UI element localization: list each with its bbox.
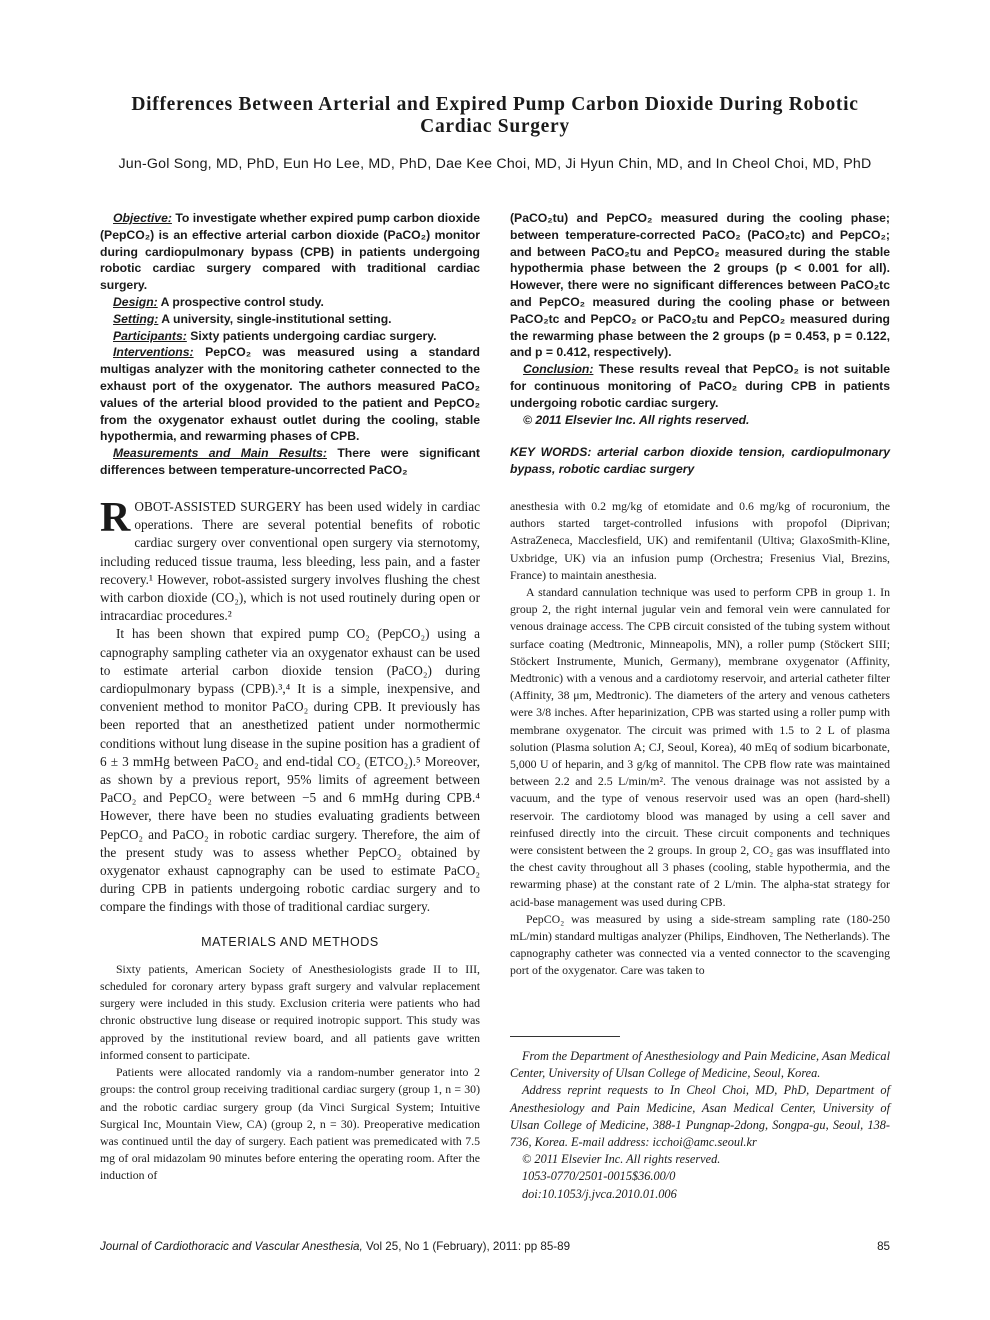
interventions-label: Interventions: bbox=[113, 345, 194, 360]
article-title: Differences Between Arterial and Expired Pump Carbon Dioxide During Robotic Cardiac Surgery bbox=[131, 94, 859, 137]
conclusion-text: These results reveal that PepCO₂ is not suitable for continuous monitoring of PaCO₂ during CPB in patients undergoing robotic cardiac surgery. bbox=[510, 362, 890, 410]
abstract-right-column bbox=[510, 210, 890, 428]
section-heading-methods: MATERIALS AND METHODS bbox=[201, 934, 379, 949]
conclusion-label: Conclusion: bbox=[523, 362, 594, 377]
intro-paragraph-2: It has been shown that expired pump CO₂ (PepCO₂) using a capnography sampling catheter via an oxygenator exhaust can be used to estimate arterial carbon dioxide tension (PaCO₂) during cardiopulmonary bypass (CPB).³,⁴ It is a simple, inexpensive, and convenient method to monitor PaCO₂ during CPB. It previously has been reported that an anesthetized patient under normothermic conditions without lung disease in the supine position has a gradient of 6 ± 3 mmHg between PaCO₂ and end-tidal CO₂ (ETCO₂).⁵ Moreover, as shown by a previous report, 95% limits of agreement between PaCO₂ and PepCO₂ were between −5 and 6 mmHg during CPB.⁴ However, there have been no studies evaluating gradients between PepCO₂ and PaCO₂ in robotic cardiac surgery. Therefore, the aim of the present study was to assess whether PepCO₂ obtained by oxygenator exhaust capnography can be used to estimate PaCO₂ during CPB in patients undergoing robotic cardiac surgery and to compare the findings with those of traditional cardiac surgery. bbox=[100, 626, 480, 915]
abstract-results bbox=[100, 445, 480, 479]
intro-paragraph-1 bbox=[100, 495, 480, 625]
body-right-column bbox=[510, 498, 890, 980]
abstract-setting bbox=[100, 311, 480, 328]
footnote-issn: 1053-0770/2501-0015$36.00/0 bbox=[522, 1169, 676, 1184]
body-left-column bbox=[100, 495, 480, 1185]
abstract-objective bbox=[100, 210, 480, 294]
methods-paragraph-3: anesthesia with 0.2 mg/kg of etomidate and 0.6 mg/kg of rocuronium, the authors started target-controlled infusions with propofol (Diprivan; AstraZeneca, Macclesfield, UK) and remifentanil (Ultiva; GlaxoSmith-Kline, Uxbridge, UK) via an infusion pump (Orchestra; Fresenius Vial, Brezins, France) to maintain anesthesia. bbox=[510, 499, 890, 582]
abstract-results-continued: (PaCO₂tu) and PepCO₂ measured during the cooling phase; between temperature-corrected PaCO₂ (PaCO₂tc) and PepCO₂; and between PaCO₂tu and PepCO₂ measured during the stable hypothermia phase between the 2 groups (p < 0.001 for all). However, there were no significant differences between PaCO₂tc and PepCO₂ measured during the cooling phase or between PaCO₂tc and PepCO₂ or PaCO₂tu and PepCO₂ measured during the rewarming phase between the 2 groups (p = 0.453, p = 0.122, and p = 0.412, respectively). bbox=[510, 211, 890, 360]
interventions-text: PepCO₂ was measured using a standard multigas analyzer with the monitoring catheter connected to the exhaust port of the oxygenator. The authors measured PaCO₂ values of the arterial blood provided to the patient and PepCO₂ from the oxygenator exhaust outlet during the cooling, stable hypothermia, and rewarming phases of CPB. bbox=[100, 345, 480, 444]
page-number: 85 bbox=[877, 1240, 890, 1253]
abstract-participants bbox=[100, 328, 480, 345]
methods-paragraph-4: A standard cannulation technique was used to perform CPB in group 1. In group 2, the right internal jugular vein and femoral vein were cannulated for venous drainage access. The CPB circuit consisted of the tubing system without surface coating (Medtronic, Minneapolis, MN), a roller pump (Stöckert SIII; Stöckert Instrumente, Munich, Germany), membrane oxygenator (Affinity, Medtronic) with a venous and a cardiotomy reservoir, and arterial catheter filter (Affinity, 38 μm, Medtronic). The diameters of the artery and venous catheters were 3/8 inches. After heparinization, CPB was started using a roller pump with membrane oxygenator. The circuit was primed with 1.5 to 2 L of plasma solution (Plasma solution A; CJ, Seoul, Korea), 40 mEq of sodium bicarbonate, 5,000 U of heparin, and 3 g/kg of mannitol. The CPB flow rate was maintained between 2.2 and 2.5 L/min/m². The venous drainage was not assisted by a vacuum, and the type of venous reservoir used was an open (hard-shell) reservoir. The cardiotomy blood was managed by using a cell saver and reinfused directly into the circuit. These circuit components and techniques were consistent between the 2 groups. In group 2, CO₂ gas was insufflated into the chest cavity throughout all 3 phases (cooling, stable hypothermia, and the rewarming phase) at the constant rate of 2 L/min. The alpha-stat strategy for acid-base management was used during CPB. bbox=[510, 585, 890, 909]
journal-name: Journal of Cardiothoracic and Vascular Anesthesia, bbox=[100, 1240, 363, 1253]
abstract-design bbox=[100, 294, 480, 311]
results-label: Measurements and Main Results: bbox=[113, 446, 327, 461]
participants-text: Sixty patients undergoing cardiac surgery. bbox=[190, 328, 437, 343]
objective-label: Objective: bbox=[113, 211, 172, 225]
abstract-copyright: © 2011 Elsevier Inc. All rights reserved. bbox=[523, 412, 750, 427]
design-label: Design: bbox=[113, 294, 158, 309]
footnote-reprint bbox=[510, 1082, 890, 1151]
footnote-copyright: © 2011 Elsevier Inc. All rights reserved. bbox=[522, 1152, 721, 1167]
abstract-interventions bbox=[100, 344, 480, 445]
footer-journal-citation bbox=[100, 1240, 570, 1253]
intro-paragraph-1-text: OBOT-ASSISTED SURGERY has been used widely in cardiac operations. There are several potential benefits of robotic cardiac surgery over conventional open surgery via sternotomy, including reduced tissue trauma, less bleeding, less pain, and a faster recovery.¹ However, robot-assisted surgery involves flushing the chest with carbon dioxide (CO₂), which is not used routinely during open or intracardiac procedures.² bbox=[100, 499, 480, 624]
author-list: Jun-Gol Song, MD, PhD, Eun Ho Lee, MD, PhD, Dae Kee Choi, MD, Ji Hyun Chin, MD, and In Cheol Choi, MD, PhD bbox=[118, 156, 872, 172]
results-text-part1: There were significant differences between temperature-uncorrected PaCO₂ bbox=[100, 446, 480, 477]
setting-text: A university, single-institutional setting. bbox=[161, 311, 392, 326]
reprint-text: Address reprint requests to In Cheol Choi, MD, PhD, Department of Anesthesiology and Pain Medicine, Asan Medical Center, University of Ulsan College of Medicine, 388-1 Pungnap-2dong, Songpa-gu, Seoul, 138-736, Korea. E-mail address: bbox=[510, 1083, 890, 1150]
keywords: KEY WORDS: arterial carbon dioxide tension, cardiopulmonary bypass, robotic cardiac surgery bbox=[510, 445, 890, 476]
email-link[interactable]: icchoi@amc.seoul.kr bbox=[652, 1135, 757, 1150]
abstract-conclusion bbox=[510, 361, 890, 411]
footnote-doi: doi:10.1053/j.jvca.2010.01.006 bbox=[522, 1186, 677, 1201]
abstract-left-column bbox=[100, 210, 480, 479]
methods-paragraph-2: Patients were allocated randomly via a random-number generator into 2 groups: the control group receiving traditional cardiac surgery (group 1, n = 30) and the robotic cardiac surgery group (da Vinci Surgical System; Intuitive Surgical Inc, Mountain View, CA) (group 2, n = 30). Preoperative medication was continued until the day of surgery. Each patient was premedicated with 7.5 mg of oral midazolam 90 minutes before entering the operating room. After the induction of bbox=[100, 1065, 480, 1183]
footnotes bbox=[510, 1048, 890, 1203]
footnote-divider bbox=[510, 1036, 620, 1037]
design-text: A prospective control study. bbox=[160, 294, 324, 309]
objective-text: To investigate whether expired pump carbon dioxide (PepCO₂) is an effective arterial carbon dioxide (PaCO₂) monitor during cardiopulmonary bypass (CPB) in patients undergoing robotic cardiac surgery compared with traditional cardiac surgery. bbox=[100, 211, 481, 293]
methods-paragraph-5: PepCO₂ was measured by using a side-stream sampling rate (180-250 mL/min) standard multigas analyzer (Philips, Eindhoven, The Netherlands). The capnography catheter was connected via a vented connector to the scavenging port of the oxygenator. Care was taken to bbox=[510, 911, 890, 978]
drop-cap: R bbox=[100, 495, 131, 541]
setting-label: Setting: bbox=[113, 311, 159, 326]
participants-label: Participants: bbox=[113, 328, 187, 343]
footnote-affiliation: From the Department of Anesthesiology and Pain Medicine, Asan Medical Center, University of Ulsan College of Medicine, Seoul, Korea. bbox=[510, 1049, 890, 1081]
journal-issue: Vol 25, No 1 (February), 2011: pp 85-89 bbox=[362, 1240, 571, 1253]
methods-paragraph-1: Sixty patients, American Society of Anesthesiologists grade II to III, scheduled for coronary artery bypass graft surgery and valvular replacement surgery were included in this study. Exclusion criteria were patients who had chronic obstructive lung disease or required inotropic support. This study was approved by the institutional review board, and all patients gave written informed consent to participate. bbox=[100, 961, 480, 1062]
